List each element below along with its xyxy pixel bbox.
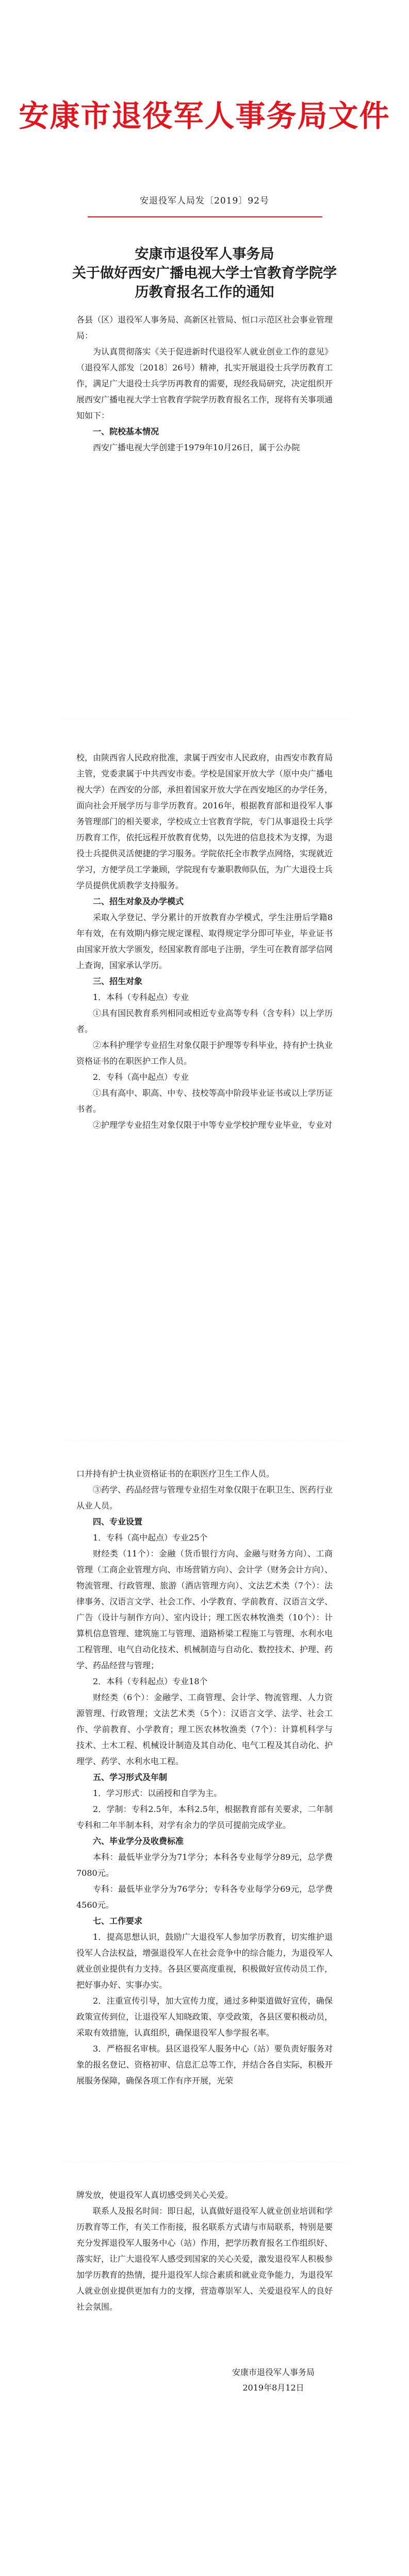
body-paragraph: 口并持有护士执业资格证书的在职医疗卫生工作人员。 — [76, 1469, 275, 1479]
signature-date: 2019年8月12日 — [242, 2383, 304, 2393]
body-paragraph: 财经类（6个）：金融学、工商管理、会计学、物流管理、人力资源管理、行政管理；文法艺术类（5个）：汉语言文学、法学、社会工作、学前教育、小学教育；理工医农林牧渔类（7个）：计算机科学与技术、土木工程、机械设计制造及其自动化、电气工程及其自动化、护理学、药学、水利水电工程。 — [76, 1692, 333, 1766]
notice-title-line-2: 关于做好西安广播电视大学士官教育学院学 — [72, 265, 337, 281]
signature-block — [196, 2365, 351, 2396]
body-paragraph: ③药学、药品经营与管理专业招生对象仅限于在职卫生、医药行业从业人员。 — [76, 1485, 333, 1511]
section-heading: 三、招生对象 — [93, 976, 143, 986]
body-paragraph: 财经类（11个）：金融（货币银行方向、金融与财务方向）、工商管理（工商企业管理方向、市场营销方向）、会计学（财务会计方向）、物流管理、行政管理、旅游（酒店管理方向）、文法艺术类（7个）：法律事务、汉语言文学、社会工作、小学教育、学前教育、汉语言文学、广告（设计与制作方向）、室内设计；理工医农林牧渔类（10个）：计算机信息管理、建筑施工与管理、道路桥梁工程施工与管理、水利水电工程管理、电气自动化技术、机械制造与自动化、数控技术、护理、药学、药品经营与管理； — [76, 1549, 333, 1670]
body-paragraph: 西安广播电视大学创建于1979年10月26日，属于公办院 — [93, 443, 300, 452]
body-paragraph: 1．专科（高中起点）专业25个 — [93, 1533, 208, 1543]
section-heading: 四、专业设置 — [93, 1517, 143, 1527]
notice-title-line-3: 历教育报名工作的通知 — [135, 284, 274, 300]
body-paragraph: 3．严格报名审核。县区退役军人服务中心（站）要负责好服务对象的报名登记、资格初审、信息汇总等工作，并结合各自实际，积极开展服务保障，确保各项工作有序开展，光荣 — [76, 2044, 333, 2086]
body-paragraph: 采取入学登记、学分累计的开放教育办学模式，学生注册后学籍8年有效，在有效期内修完规定课程、取得规定学分即可毕业，毕业证书由国家开放大学颁发，经国家教育部电子注册，学生可在教育部学信网上查询，国家承认学历。 — [76, 912, 333, 970]
section-heading: 一、院校基本情况 — [93, 427, 159, 436]
body-paragraph: ①具有高中、职高、中专、技校等高中阶段毕业证书或以上学历证书者。 — [76, 1088, 333, 1114]
document-number: 安退役军人局发〔2019〕92号 — [140, 196, 269, 206]
body-paragraph: 本科：最低毕业学分为71学分；本科各专业每学分89元，总学费7080元。 — [76, 1852, 333, 1878]
body-section-page-1 — [76, 312, 333, 455]
body-paragraph: 各县（区）退役军人事务局、高新区社管局、恒口示范区社会事业管理局： — [76, 315, 333, 341]
red-divider-line — [88, 216, 322, 217]
body-paragraph: 1．学习形式：以函授和自学为主。 — [93, 1788, 222, 1798]
section-heading: 七、工作要求 — [93, 1916, 143, 1926]
section-heading: 二、招生对象及办学模式 — [93, 896, 184, 906]
body-paragraph: 2．专科（高中起点）专业 — [93, 1072, 189, 1082]
body-section-page-4 — [76, 2187, 333, 2315]
notice-title-line-1: 安康市退役军人事务局 — [135, 246, 274, 262]
body-paragraph: 2．学制：专科2.5年，本科2.5年，根据教育部有关要求，二年制专科和二年半制本科，对学有余力的学员可提前完成学业。 — [76, 1804, 333, 1830]
body-paragraph: 1．本科（专科起点）专业 — [93, 992, 189, 1002]
section-heading: 五、学习形式及年制 — [93, 1772, 168, 1782]
section-heading: 六、毕业学分及收费标准 — [93, 1836, 184, 1846]
page-break — [62, 2161, 347, 2162]
document-header-title: 安康市退役军人事务局文件 — [19, 98, 390, 133]
body-paragraph: ①具有国民教育系列相同或相近专业高等专科（含专科）以上学历者。 — [76, 1008, 333, 1034]
body-paragraph: 2．注重宣传引导，加大宣传力度，通过多种渠道做好宣传，确保政策宣传到位，让退役军人知晓政策、享受政策，各县区要积极动员，采取有效措施，认真组织，确保退役军人参学报名率。 — [76, 1996, 333, 2038]
body-paragraph: 为认真贯彻落实《关于促进新时代退役军人就业创业工作的意见》（退役军人部发〔2018〕26号）精神，扎实开展退役士兵学历教育工作，满足广大退役士兵学历再教育的需要，现经我局研究，决定组织开展西安广播电视大学士官教育学院学历教育报名工作，现将有关事项通知如下： — [76, 347, 333, 420]
body-paragraph: 校，由陕西省人民政府批准，隶属于西安市人民政府，由西安市教育局主管，党委隶属于中共西安市委。学校是国家开放大学（原中央广播电视大学）在西安的分部，承担着国家开放大学在西安地区的办学任务，面向社会开展学历与非学历教育。2016年，根据教育部和退役军人事务管理部门的相关要求，学校成立士官教育学院，专门从事退役士兵学历教育工作，依托远程开放教育优势，以先进的信息技术为支撑，为退役士兵提供灵活便捷的学习服务。学院依托全市教学点网络，实现就近学习，方便学员工学兼顾，学院现有专兼职教师队伍，为广大退役士兵学员提供优质教学支持服务。 — [76, 753, 333, 890]
body-paragraph: 2．本科（专科起点）专业18个 — [93, 1676, 208, 1686]
body-section-page-2 — [76, 750, 333, 1133]
body-paragraph: ②本科护理学专业招生对象仅限于护理等专科毕业，持有护士执业资格证书的在职医护工作人员。 — [76, 1040, 333, 1066]
body-paragraph: 1．提高思想认识，鼓励广大退役军人参加学历教育，切实维护退役军人合法权益，增强退役军人在社会竞争中的综合能力，为退役军人就业创业提供有力支持。各县区要高度重视，积极做好宣传动员工作，把好事办好、实事办实。 — [76, 1932, 333, 1990]
body-paragraph: ②护理学专业招生对象仅限于中等专业学校护理专业毕业，专业对 — [93, 1120, 333, 1130]
body-paragraph: 专科：最低毕业学分为76学分；专科各专业每学分69元，总学费4560元。 — [76, 1884, 333, 1910]
body-paragraph: 联系人及报名时间：即日起，认真做好退役军人就业创业培训和学历教育等工作，有关工作衔接，报名联系方式请与市局联系，特别是要充分发挥退役军人服务中心（站）作用，把学历教育报名工作组织好、落实好，让广大退役军人感受到国家的关心关爱，激发退役军人积极参加学历教育的热情，提升退役军人综合素质和就业竞争能力，为退役军人就业创业提供更加有力的支撑，营造尊崇军人、关爱退役军人的良好社会氛围。 — [76, 2206, 333, 2312]
signature-org: 安康市退役军人事务局 — [232, 2367, 315, 2377]
notice-title — [52, 245, 357, 302]
body-paragraph: 牌发放，使退役军人真切感受到关心关爱。 — [76, 2190, 234, 2200]
body-section-page-3 — [76, 1466, 333, 2089]
